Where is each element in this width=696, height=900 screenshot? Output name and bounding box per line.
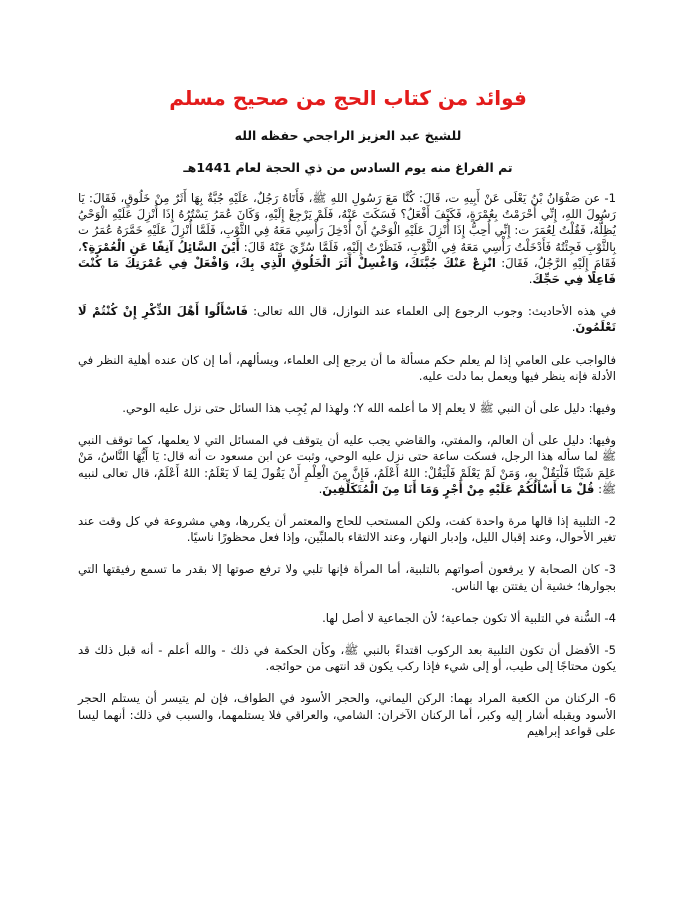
- paragraph-text: وفيها: دليل على أن العالم، والمفتي، والقاضي يجب عليه أن يتوقف في المسائل التي لا يعلمها، كما توقف النبي ﷺ لما سأله هذا الرجل، فسكت ساعة حتى نزل عليه الوحي، وثبت عن ابن مسعود ت أنه قال: يَا أَيُّهَا النَّاسُ، مَنْ عَلِمَ شَيْئًا فَلْيَقُلْ بِهِ، وَمَنْ لَمْ يَعْلَمْ فَلْيَقُلْ: اللهُ أَعْلَمُ، فَإِنَّ مِنَ الْعِلْمِ أَنْ يَقُولَ لِمَا لَا يَعْلَمُ: اللهُ أَعْلَمُ، قال تعالى لنبيه ﷺ:: [78, 433, 616, 496]
- paragraph-text: .: [318, 481, 323, 496]
- paragraph-10: [78, 690, 616, 739]
- bold-quote: أَيْنَ السَّائِلُ آنِفًا عَنِ الْعُمْرَةِ؟: [81, 239, 240, 254]
- paragraph-text: 4- السُّنة في التلبية ألا تكون جماعية؛ لأن الجماعية لا أصل لها.: [322, 610, 616, 625]
- bold-quote: انْزِعْ عَنْكَ جُبَّتَكَ، وَاغْسِلْ أَثَرَ الْخَلُوقِ الَّذِي بِكَ، وَافْعَلْ فِي عُمْرَتِكَ مَا كُنْتَ فَاعِلًا فِي حَجِّكَ: [78, 255, 616, 287]
- paragraph-text: ، فَقَامَ إِلَيْهِ الرَّجُلُ، فَقَالَ:: [78, 239, 616, 270]
- paragraph-text: 6- الركنان من الكعبة المراد بهما: الركن اليماني، والحجر الأسود في الطواف، فإن لم يتيسر أن يستلم الحجر الأسود ويقبله أشار إليه وكبر، أما الركنان الآخران: الشامي، والعراقي فلا يستلمهما، والسبب في ذلك: أنهما ليسا على قواعد إبراهيم: [78, 691, 616, 738]
- paragraph-text: 1- عن صَفْوَانُ بْنُ يَعْلَى عَنْ أَبِيهِ ت، قَالَ: كُنَّا مَعَ رَسُولِ اللهِ ﷺ، فَأَتَاهُ رَجُلٌ، عَلَيْهِ جُبَّةٌ بِهَا أَثَرٌ مِنْ خَلُوقٍ، فَقَالَ: يَا رَسُولَ اللهِ، إِنِّي أَحْرَمْتُ بِعُمْرَةٍ، فَكَيْفَ أَفْعَلُ؟ فَسَكَتَ عَنْهُ، فَلَمْ يَرْجِعْ إِلَيْهِ، وَكَانَ عُمَرُ يَسْتُرُهُ إِذَا أُنْزِلَ عَلَيْهِ الْوَحْيُ يُظِلُّهُ، فَقُلْتُ لِعُمَرَ ت: إِنِّي أُحِبُّ إِذَا أُنْزِلَ عَلَيْهِ الْوَحْيُ أَنْ أُدْخِلَ رَأْسِي مَعَهُ فِي الثَّوْبِ، فَلَمَّا أُنْزِلَ عَلَيْهِ خَمَّرَهُ عُمَرُ ت بِالثَّوْبِ فَجِئْتُهُ فَأَدْخَلْتُ رَأْسِي مَعَهُ فِي الثَّوْبِ، فَنَظَرْتُ إِلَيْهِ، فَلَمَّا سُرِّيَ عَنْهُ قَالَ:: [78, 191, 617, 254]
- paragraph-text: .: [571, 320, 576, 335]
- bold-quote: فَاسْأَلُوا أَهْلَ الذِّكْرِ إِنْ كُنْتُمْ لَا تَعْلَمُونَ: [78, 304, 616, 335]
- paragraph-3: [78, 352, 616, 384]
- paragraph-text: وفيها: دليل على أن النبي ﷺ لا يعلم إلا ما أعلمه الله Y؛ ولهذا لم يُجِب هذا السائل حتى نزل عليه الوحي.: [122, 401, 616, 416]
- paragraph-text: فالواجب على العامي إذا لم يعلم حكم مسألة ما أن يرجع إلى العلماء، ويسألهم، أما إن كان عنده أهلية النظر في الأدلة فإنه ينظر فيها ويعمل بما دلت عليه.: [78, 352, 616, 383]
- paragraph-6: [78, 513, 616, 545]
- page-title: فوائد من كتاب الحج من صحيح مسلم: [169, 86, 527, 110]
- paragraph-text: .: [528, 272, 533, 287]
- paragraph-text: 2- التلبية إذا قالها مرة واحدة كفت، ولكن المستحب للحاج والمعتمر أن يكررها، وهي مشروعة في كل وقت عند تغير الأحوال، وعند إقبال الليل، وإدبار النهار، وعند الالتقاء بالملبِّين، وإذا فعل محظورًا ناسيًا.: [78, 514, 616, 545]
- paragraph-9: [78, 642, 616, 674]
- paragraph-7: [78, 561, 616, 593]
- paragraph-2: [78, 303, 616, 335]
- paragraph-text: 3- كان الصحابة y يرفعون أصواتهم بالتلبية، أما المرأة فإنها تلبي ولا ترفع صوتها إلا بقدر ما تسمع رفيقتها التي بجوارها؛ خشية أن يفتتن بها الناس.: [78, 562, 616, 593]
- document-body: [78, 190, 616, 755]
- paragraph-text: في هذه الأحاديث: وجوب الرجوع إلى العلماء عند النوازل، قال الله تعالى:: [247, 304, 617, 319]
- paragraph-text: 5- الأفضل أن تكون التلبية بعد الركوب اقتداءً بالنبي ﷺ، وكأن الحكمة في ذلك - والله أعلم - أنه قبل ذلك قد يكون محتاجًا إلى طيب، أو إلى شيء فإذا ركب يكون قد انتهى من حوائجه.: [78, 643, 616, 674]
- bold-quote: قُلْ مَا أَسْأَلُكُمْ عَلَيْهِ مِنْ أَجْرٍ وَمَا أَنَا مِنَ الْمُتَكَلِّفِينَ: [322, 481, 595, 496]
- completion-date-line: تم الفراغ منه يوم السادس من ذي الحجة لعام 1441هـ: [183, 160, 513, 175]
- author-line: للشيخ عبد العزيز الراجحي حفظه الله: [234, 128, 462, 143]
- paragraph-4: [78, 400, 616, 416]
- paragraph-8: [78, 610, 616, 626]
- paragraph-1: [78, 190, 616, 287]
- paragraph-5: [78, 432, 616, 497]
